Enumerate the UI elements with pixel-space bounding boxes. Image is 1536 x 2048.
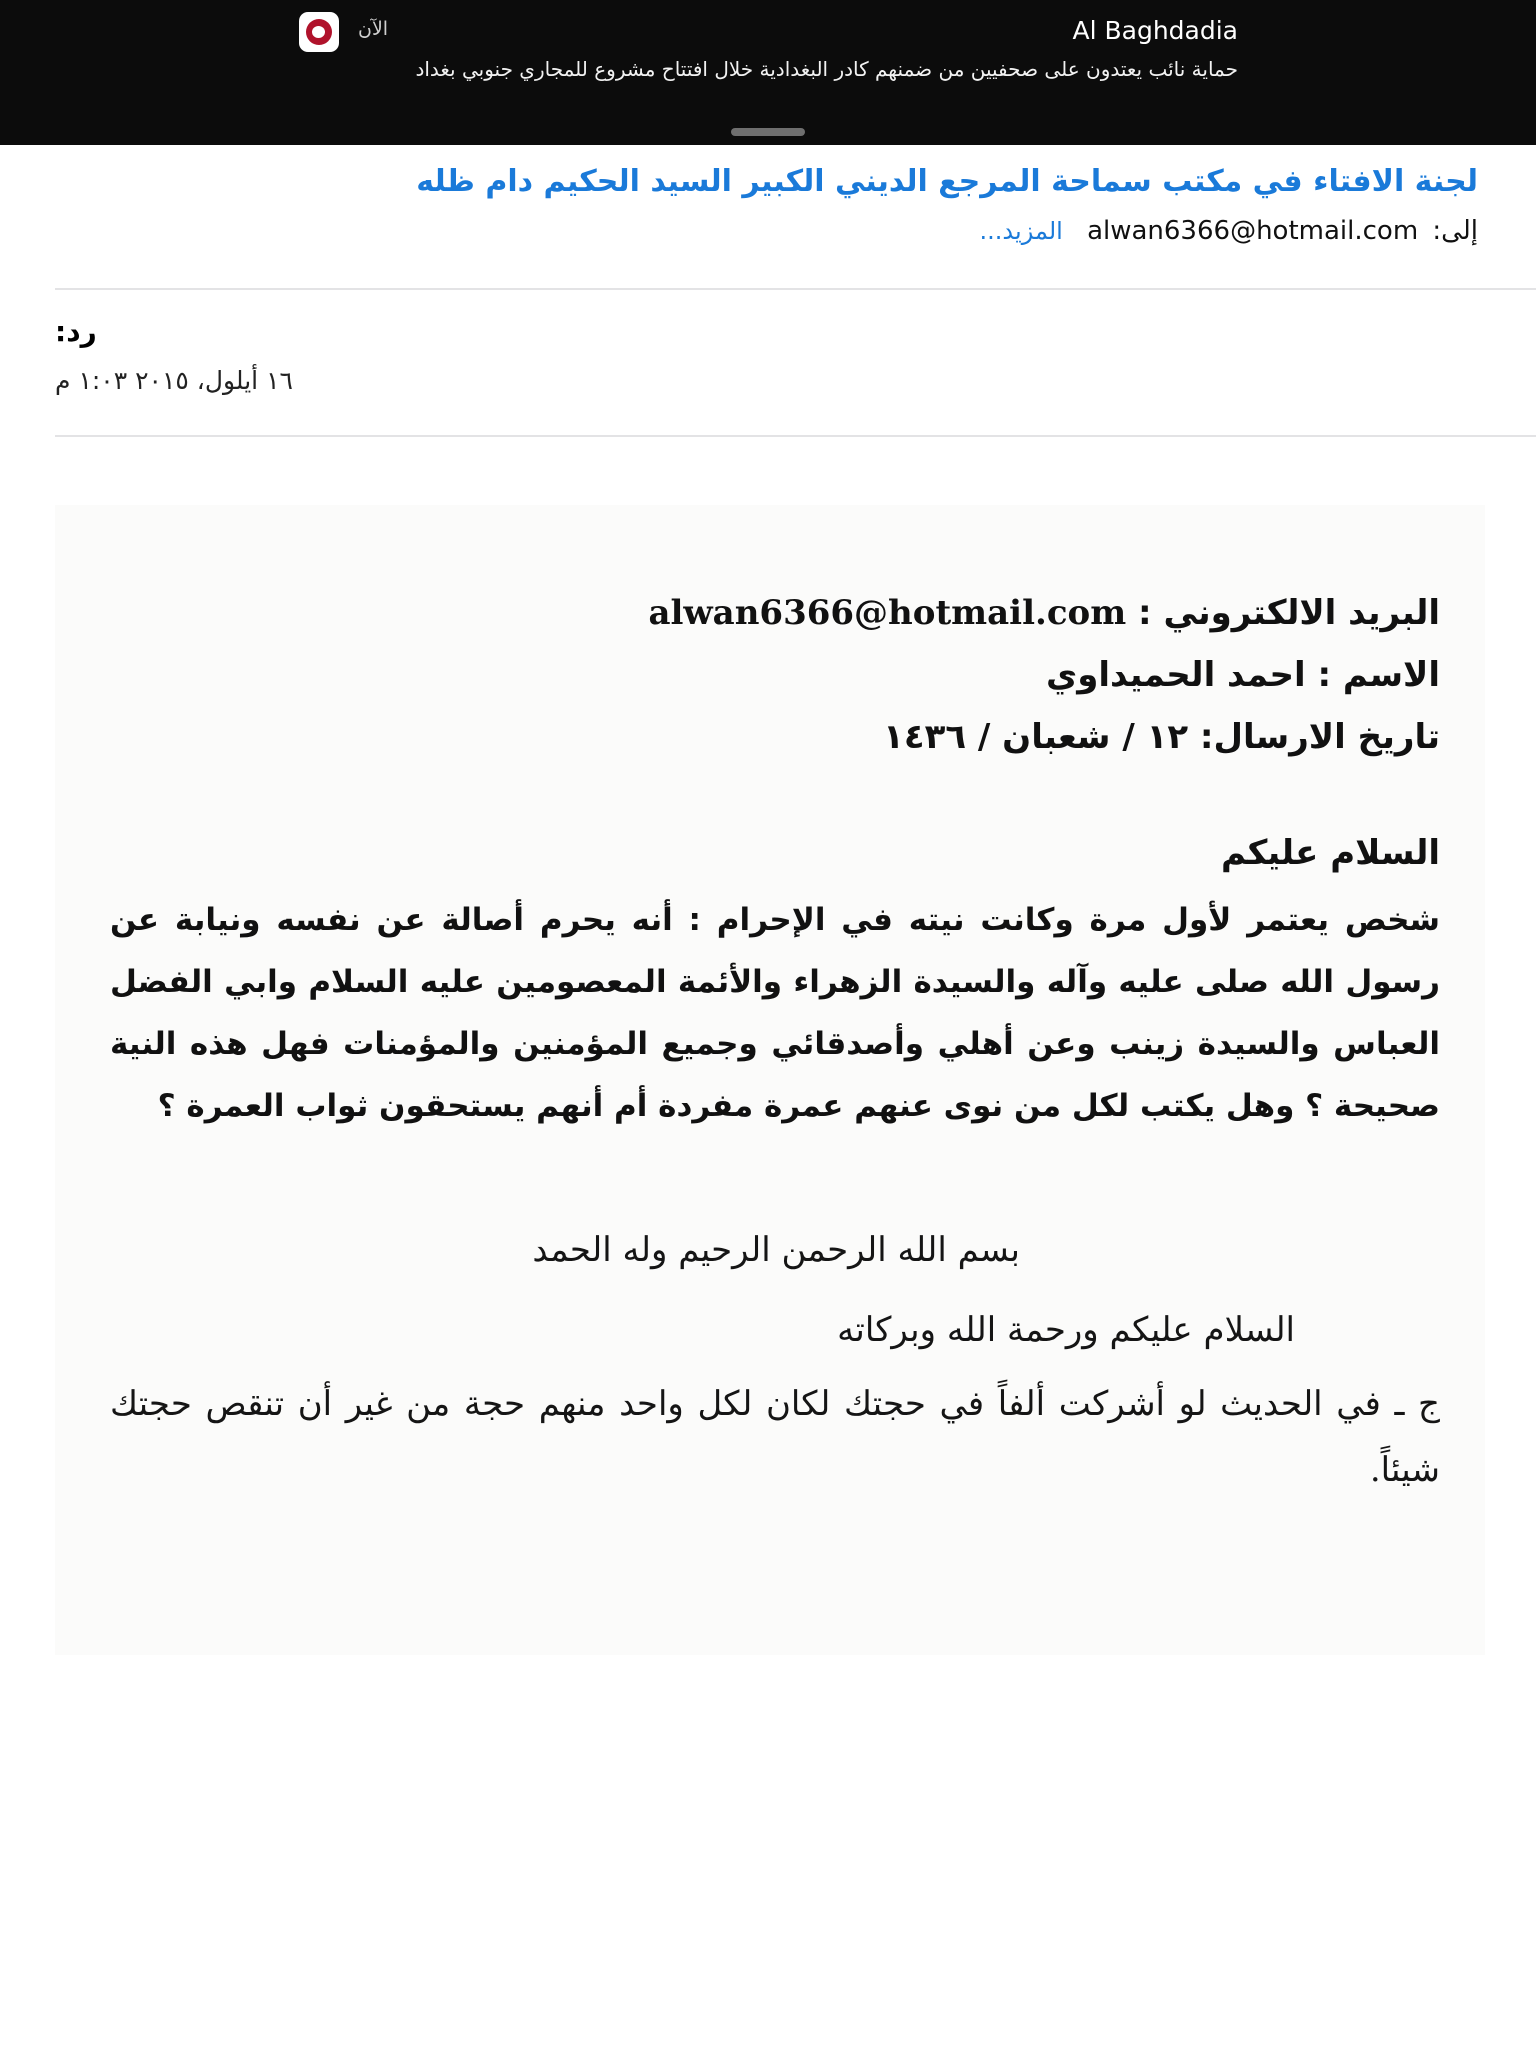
recipient-line	[78, 216, 1478, 246]
header-divider	[55, 288, 1536, 290]
body-divider	[55, 435, 1536, 437]
scan-email-label: البريد الالكتروني :	[1138, 593, 1440, 633]
recipient-address[interactable]: alwan6366@hotmail.com	[1087, 216, 1419, 246]
email-subject: لجنة الافتاء في مكتب سماحة المرجع الديني الكبير السيد الحكيم دام ظله	[416, 164, 1478, 199]
scan-name-line: الاسم : احمد الحميداوي	[1046, 655, 1440, 695]
notification-time: الآن	[358, 18, 389, 40]
scan-basmala: بسم الله الرحمن الرحيم وله الحمد	[532, 1230, 1020, 1270]
scan-reply-greeting: السلام عليكم ورحمة الله وبركاته	[837, 1310, 1295, 1350]
al-baghdadia-logo-icon	[299, 12, 339, 52]
more-recipients-link[interactable]: المزيد...	[979, 217, 1063, 245]
scan-question: شخص يعتمر لأول مرة وكانت نيته في الإحرام : أنه يحرم أصالة عن نفسه ونيابة عن رسول الله صلى عليه وآله والسيدة الزهراء والأئمة المعصومين عليه السلام وابي الفضل العباس والسيدة زينب وعن أهلي وأصدقائي وجميع المؤمنين والمؤمنات فهل هذه النية صحيحة ؟ وهل يكتب لكل من نوى عنهم عمرة مفردة أم أنهم يستحقون ثواب العمرة ؟	[110, 902, 1440, 1124]
notification-banner[interactable]	[0, 0, 1536, 145]
sender-label[interactable]: رد:	[55, 315, 97, 348]
scanned-letter-image	[55, 505, 1485, 1655]
to-label: إلى:	[1432, 216, 1478, 246]
notification-app-name: Al Baghdadia	[1072, 16, 1238, 45]
notification-drag-handle[interactable]	[731, 128, 805, 136]
notification-body: حماية نائب يعتدون على صحفيين من ضمنهم كادر البغدادية خلال افتتاح مشروع للمجاري جنوبي بغداد	[415, 57, 1238, 81]
scan-email-line	[648, 591, 1440, 635]
scan-email-value: alwan6366@hotmail.com	[648, 593, 1127, 633]
scan-answer: ج ـ في الحديث لو أشركت ألفاً في حجتك لكان لكل واحد منهم حجة من غير أن تنقص حجتك شيئاً.	[110, 1384, 1440, 1490]
scan-greeting: السلام عليكم	[1220, 833, 1440, 873]
email-date: ١٦ أيلول، ٢٠١٥ ١:٠٣ م	[55, 366, 293, 395]
scan-date-line: تاريخ الارسال: ١٢ / شعبان / ١٤٣٦	[883, 717, 1440, 757]
